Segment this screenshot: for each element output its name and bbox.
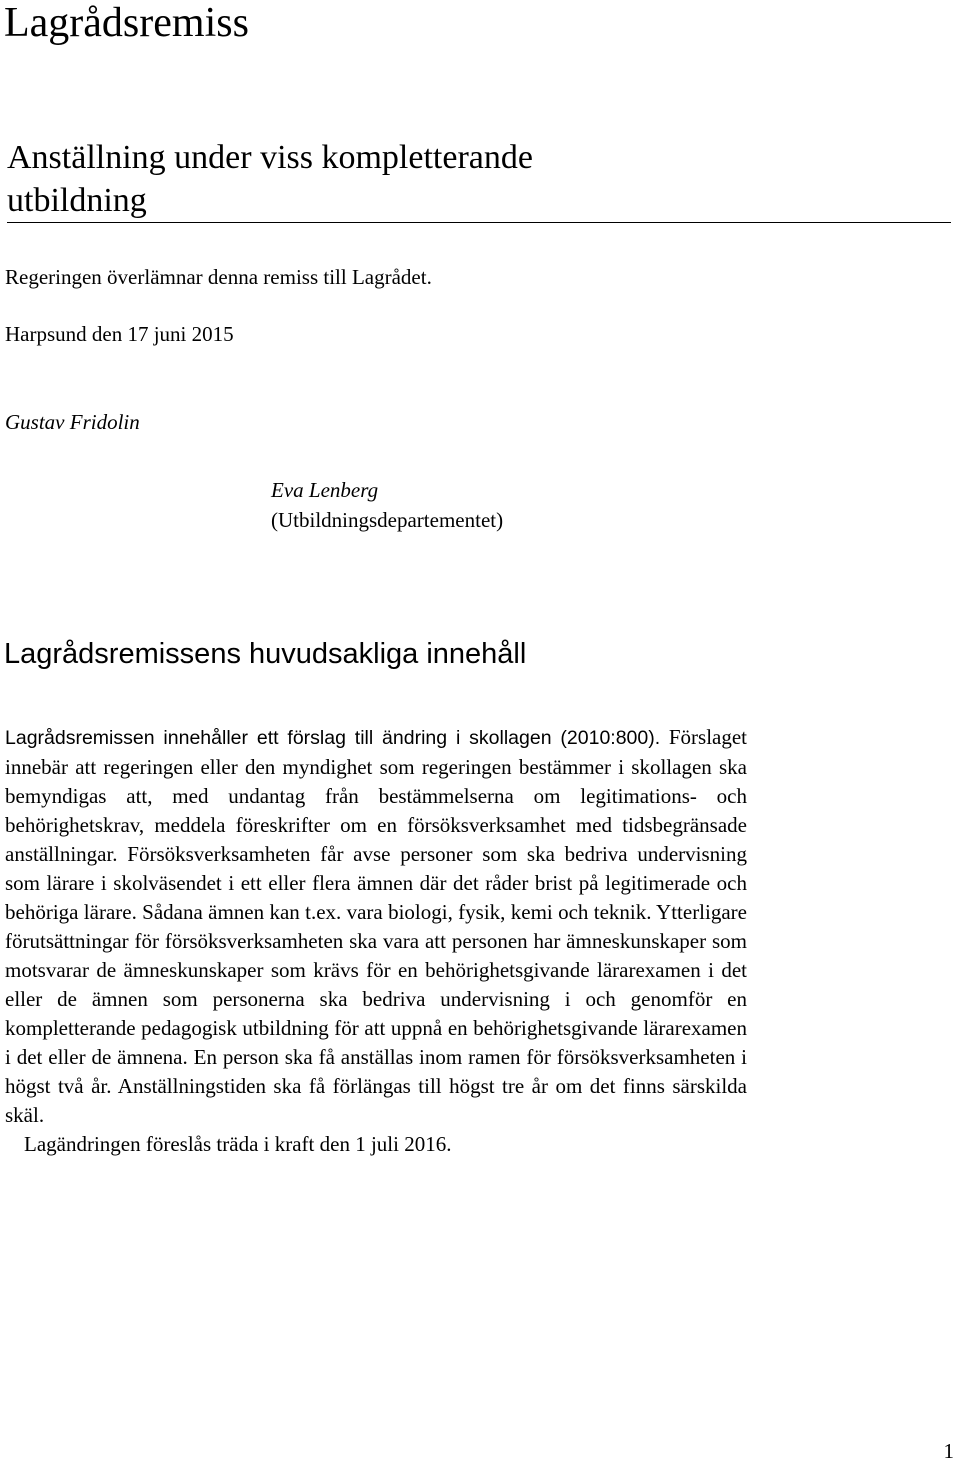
minister-signature: Gustav Fridolin: [5, 410, 140, 434]
document-title-line-2: utbildning: [7, 182, 147, 219]
document-type-heading: Lagrådsremiss: [4, 0, 249, 46]
summary-paragraph-2: Lagändringen föreslås träda i kraft den 1 juli 2016.: [24, 1132, 452, 1156]
document-title: [7, 136, 951, 223]
department-name: (Utbildningsdepartementet): [271, 508, 504, 532]
section-heading: Lagrådsremissens huvudsakliga innehåll: [4, 638, 527, 670]
intro-statement: Regeringen överlämnar denna remiss till Lagrådet.: [5, 265, 432, 289]
summary-paragraph-1: [5, 723, 747, 1130]
place-and-date: Harpsund den 17 juni 2015: [5, 322, 234, 346]
summary-paragraph-1-rest: Förslaget innebär att regeringen eller den myndighet som regeringen bestämmer i skollagen ska bemyndigas att, med undantag från bestämmelserna om legitimations- och behörighetskrav, meddela föreskrifter om en försöksverksamhet med tidsbegränsade anställningar. Försöksverksamheten får avse personer som ska bedriva undervisning som lärare i skolväsendet i ett eller flera ämnen där det råder brist på legitimerade och behöriga lärare. Sådana ämnen kan t.ex. vara biologi, fysik, kemi och teknik. Ytterligare förutsättningar för försöksverksamheten ska vara att personen har ämneskunskaper som motsvarar de ämneskunskaper som krävs för en behörighetsgivande lärarexamen i det eller de ämnen som personerna ska bedriva undervisning i och genomför en kompletterande pedagogisk utbildning för att uppnå en behörighetsgivande lärarexamen i det eller de ämnena. En person ska få anställas inom ramen för försöksverksamheten i högst två år. Anställningstiden ska få förlängas till högst tre år om det finns särskilda skäl.: [5, 725, 748, 1127]
page-number: 1: [943, 1439, 954, 1463]
document-title-line-1: Anställning under viss kompletterande: [7, 139, 533, 176]
summary-body: [5, 723, 747, 1159]
official-signature: Eva Lenberg: [271, 478, 379, 502]
summary-paragraph-1-lead: Lagrådsremissen innehåller ett förslag till ändring i skollagen (2010:800).: [5, 727, 661, 749]
